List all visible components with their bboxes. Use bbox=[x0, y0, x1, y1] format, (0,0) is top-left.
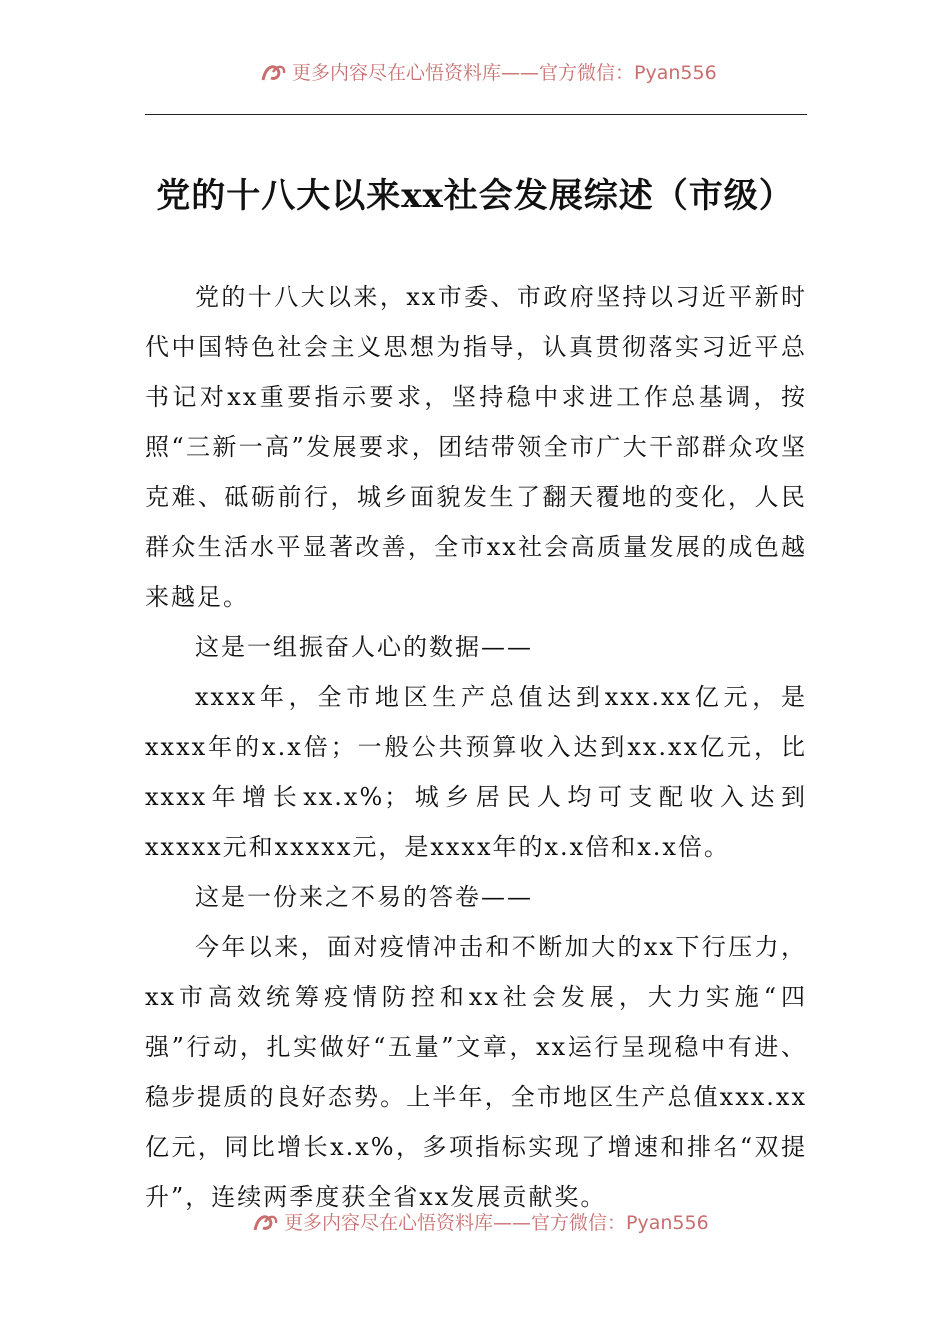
header-watermark-text: 更多内容尽在心悟资料库——官方微信：Pyan556 bbox=[292, 62, 717, 84]
body-paragraph: xxxx年，全市地区生产总值达到xxx.xx亿元，是xxxx年的x.x倍；一般公共预算收入达到xx.xx亿元，比xxxx年增长xx.x%；城乡居民人均可支配收入达到xxxxx元和xxxxx元，是xxxx年的x.x倍和x.x倍。 bbox=[145, 683, 807, 861]
body-paragraph: 这是一份来之不易的答卷—— bbox=[195, 883, 533, 911]
brand-logo-icon bbox=[260, 60, 288, 84]
header-watermark-band bbox=[0, 52, 950, 92]
body-paragraph: 党的十八大以来，xx市委、市政府坚持以习近平新时代中国特色社会主义思想为指导，认真贯彻落实习近平总书记对xx重要指示要求，坚持稳中求进工作总基调，按照“三新一高”发展要求，团结带领全市广大干部群众攻坚克难、砥砺前行，城乡面貌发生了翻天覆地的变化，人民群众生活水平显著改善，全市xx社会高质量发展的成色越来越足。 bbox=[145, 283, 807, 611]
body-paragraph: 今年以来，面对疫情冲击和不断加大的xx下行压力，xx市高效统筹疫情防控和xx社会发展，大力实施“四强”行动，扎实做好“五量”文章，xx运行呈现稳中有进、稳步提质的良好态势。上半年，全市地区生产总值xxx.xx亿元，同比增长x.x%，多项指标实现了增速和排名“双提升”，连续两季度获全省xx发展贡献奖。 bbox=[145, 933, 807, 1211]
header-divider bbox=[145, 114, 807, 115]
document-title: 党的十八大以来xx社会发展综述（市级） bbox=[156, 176, 794, 216]
footer-watermark-text: 更多内容尽在心悟资料库——官方微信：Pyan556 bbox=[284, 1212, 709, 1234]
footer-watermark-band bbox=[0, 1204, 950, 1244]
header-watermark bbox=[260, 58, 717, 85]
footer-watermark bbox=[252, 1208, 709, 1235]
brand-logo-icon bbox=[252, 1210, 280, 1234]
body-paragraph: 这是一组振奋人心的数据—— bbox=[195, 633, 533, 661]
document-body bbox=[145, 272, 807, 1222]
